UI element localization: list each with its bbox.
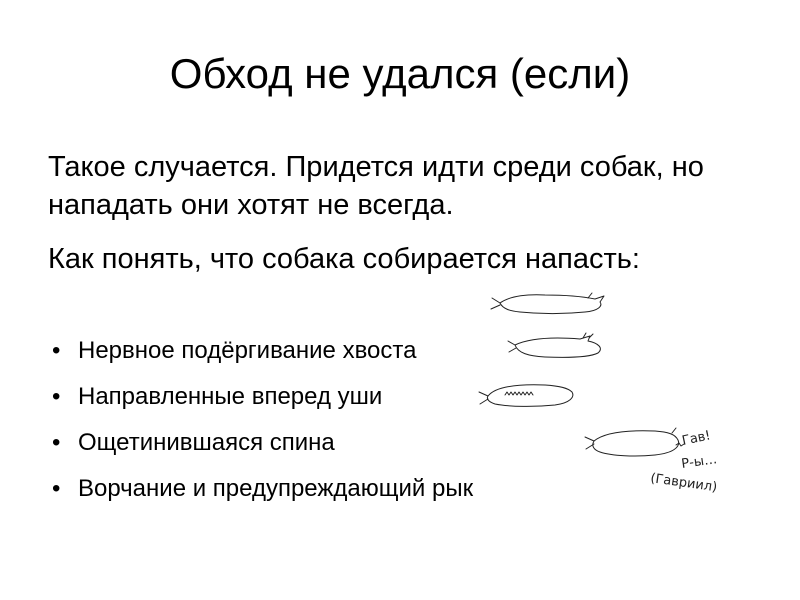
dog-sketch-icon: [508, 333, 600, 357]
bullet-icon: •: [52, 337, 61, 364]
list-item-label: Направленные вперед уши: [78, 383, 383, 410]
warning-signs-list: [48, 328, 473, 512]
dog-sketch-icon: [491, 293, 604, 314]
list-item: [48, 374, 473, 420]
sketch-annotation-name: (Гавриил): [649, 471, 719, 496]
question-paragraph: Как понять, что собака собирается напасть:: [48, 243, 640, 275]
list-item-label: Ворчание и предупреждающий рык: [78, 475, 474, 502]
list-item-label: Ощетинившаяся спина: [78, 429, 335, 456]
intro-paragraph: Такое случается. Придется идти среди собак, но нападать они хотят не всегда.: [48, 151, 704, 221]
slide-title: Обход не удался (если): [169, 50, 631, 97]
dog-sketch-icon: [585, 428, 684, 456]
bullet-icon: •: [52, 429, 61, 456]
list-item: [48, 420, 473, 466]
dog-sketch-icon: [479, 385, 573, 407]
bullet-icon: •: [52, 475, 61, 502]
list-item-label: Нервное подёргивание хвоста: [78, 337, 417, 364]
sketch-annotation-growl: Р-ы…: [680, 452, 719, 472]
list-item: [48, 466, 473, 512]
sketch-annotation-bark: Гав!: [680, 428, 712, 449]
list-item: [48, 328, 473, 374]
bullet-icon: •: [52, 383, 61, 410]
